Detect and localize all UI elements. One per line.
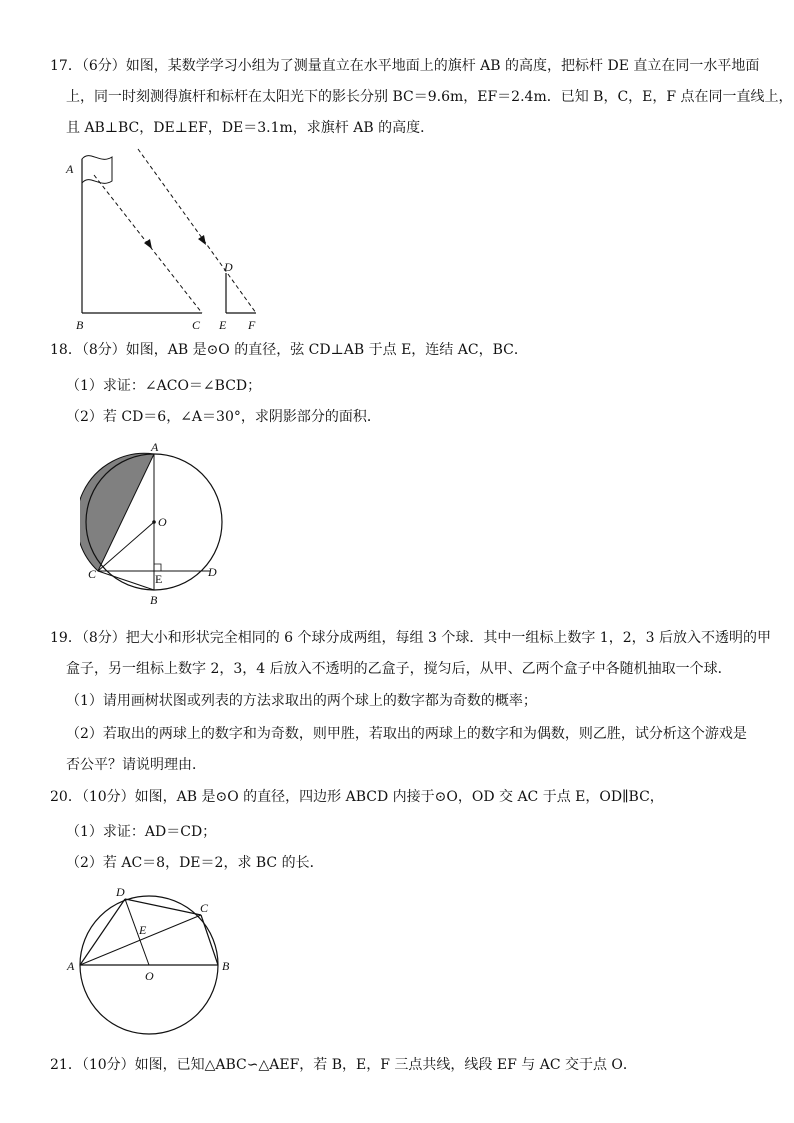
q19-part-2b: 否公平？请说明理由． [66, 757, 206, 773]
chord-dc [125, 899, 201, 915]
q19-part-1: （1）请用画树状图或列表的方法求取出的两个球上的数字都为奇数的概率； [66, 693, 537, 709]
arrow-1 [144, 239, 152, 249]
q17-line-3: 且 AB⊥BC，DE⊥EF，DE＝3.1m，求旗杆 AB 的高度． [66, 120, 435, 136]
label-d: D [116, 885, 125, 899]
label-a: A [67, 959, 75, 973]
q19-line-1: 19．（8分）把大小和形状完全相同的 6 个球分成两组，每组 3 个球．其中一组标上数字 1，2，3 后放入不透明的甲 [50, 630, 771, 646]
q20-part-1: （1）求证：AD＝CD； [66, 824, 217, 840]
q20-part-2: （2）若 AC＝8，DE＝2，求 BC 的长． [66, 855, 324, 871]
label-o: O [158, 515, 167, 529]
label-b: B [76, 318, 84, 332]
label-b: B [150, 593, 158, 607]
q19-line-2: 盒子，另一组标上数字 2，3，4 后放入不透明的乙盒子，搅匀后，从甲、乙两个盒子中各随机抽取一个球． [66, 661, 732, 677]
q17-figure [60, 145, 270, 335]
label-b: B [222, 959, 230, 973]
chord-ad [80, 899, 125, 965]
label-e: E [139, 923, 147, 937]
shaded-region [80, 453, 154, 571]
right-angle-mark [154, 564, 161, 571]
center-point [152, 520, 156, 524]
arrow-2 [198, 235, 206, 245]
label-e: E [155, 572, 163, 586]
q19-part-2a: （2）若取出的两球上的数字和为奇数，则甲胜，若取出的两球上的数字和为偶数，则乙胜，试分析这个游戏是 [66, 726, 747, 742]
q20-line-1: 20．（10分）如图，AB 是⊙O 的直径，四边形 ABCD 内接于⊙O，OD 交 AC 于点 E，OD∥BC， [50, 789, 664, 805]
label-a: A [151, 440, 159, 454]
flag-shape [82, 156, 112, 184]
label-f: F [248, 318, 256, 332]
label-d: D [208, 565, 217, 579]
q18-part-1: （1）求证：∠ACO＝∠BCD； [66, 378, 262, 394]
q20-figure [60, 880, 250, 1040]
q21-line-1: 21．（10分）如图，已知△ABC∽△AEF，若 B，E，F 三点共线，线段 EF 与 AC 交于点 O． [50, 1057, 637, 1073]
chord-cb [201, 915, 218, 965]
label-d: D [224, 260, 233, 274]
label-c: C [200, 901, 209, 915]
label-a: A [66, 162, 74, 176]
q17-line-1: 17．（6分）如图，某数学学习小组为了测量直立在水平地面上的旗杆 AB 的高度，把标杆 DE 直立在同一水平地面 [50, 58, 760, 74]
segment-cb [98, 571, 154, 590]
label-c: C [192, 318, 201, 332]
label-e: E [219, 318, 227, 332]
q18-line-1: 18．（8分）如图，AB 是⊙O 的直径，弦 CD⊥AB 于点 E，连结 AC，BC． [50, 342, 528, 358]
q17-line-2: 上，同一时刻测得旗杆和标杆在太阳光下的影长分别 BC＝9.6m，EF＝2.4m．已知 B，C，E，F 点在同一直线上， [66, 89, 793, 105]
ray-d-f [138, 149, 256, 313]
label-c: C [88, 567, 97, 581]
q18-part-2: （2）若 CD＝6，∠A＝30°，求阴影部分的面积． [66, 409, 381, 425]
q18-figure [80, 440, 240, 610]
label-o: O [145, 969, 154, 983]
